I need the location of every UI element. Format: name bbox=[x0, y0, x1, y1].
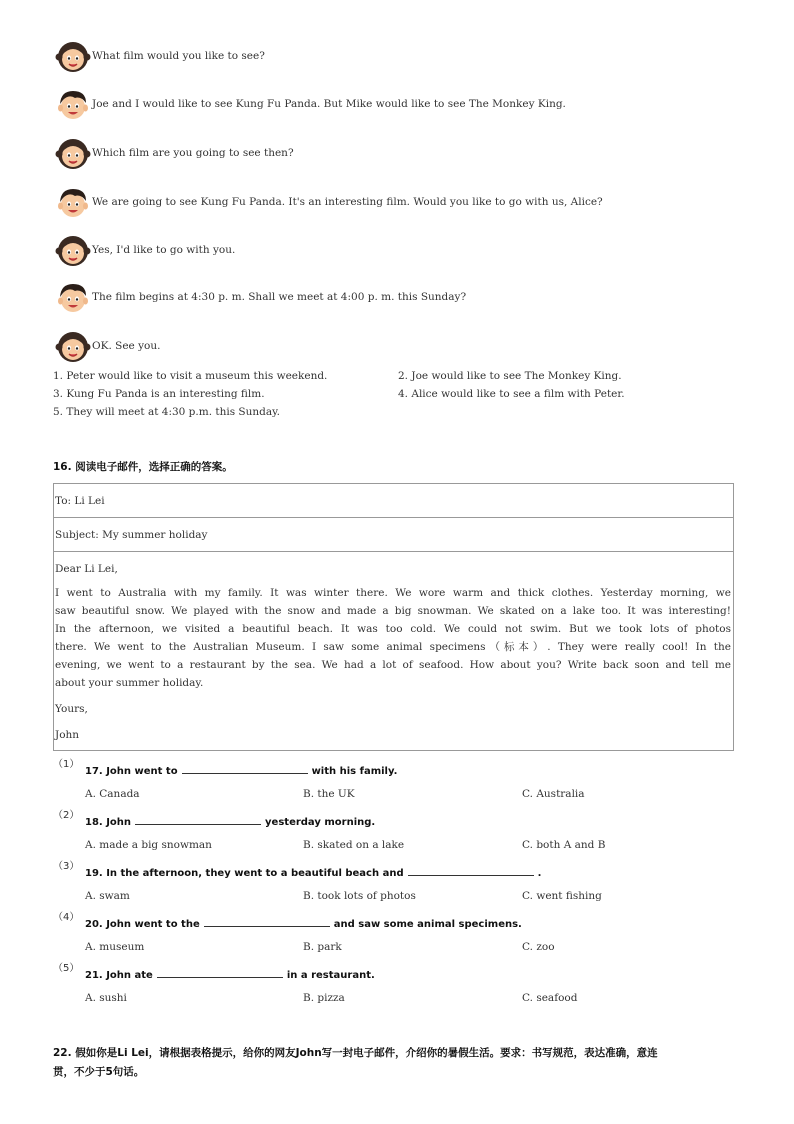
answer-blank[interactable] bbox=[182, 763, 308, 774]
girl-avatar-icon bbox=[55, 232, 91, 268]
email-body-line: I went to Australia with my family. It was winter there. We wore warm and thick clothes. Yesterday morning, we bbox=[55, 587, 731, 599]
question-title: 16. 阅读电子邮件，选择正确的答案。 bbox=[53, 461, 233, 473]
option[interactable]: C. Australia bbox=[522, 788, 585, 800]
option[interactable]: B. the UK bbox=[303, 788, 355, 800]
option[interactable]: C. zoo bbox=[522, 941, 555, 953]
dialog-line bbox=[55, 232, 235, 268]
question-stem: 17. John went to with his family. bbox=[85, 763, 397, 777]
dialog-line bbox=[55, 279, 466, 315]
dialog-line bbox=[55, 135, 294, 171]
email-greeting: Dear Li Lei, bbox=[55, 563, 118, 575]
answer-blank[interactable] bbox=[135, 814, 261, 825]
email-box bbox=[53, 483, 734, 751]
option[interactable]: B. park bbox=[303, 941, 342, 953]
girl-avatar-icon bbox=[55, 135, 91, 171]
boy-avatar-icon bbox=[55, 279, 91, 315]
option[interactable]: A. Canada bbox=[85, 788, 140, 800]
option[interactable]: C. both A and B bbox=[522, 839, 606, 851]
dialog-text: Which film are you going to see then? bbox=[92, 147, 294, 159]
dialog-line bbox=[55, 184, 603, 220]
email-signature: John bbox=[55, 729, 80, 741]
option[interactable]: C. seafood bbox=[522, 992, 578, 1004]
question-stem: 18. John yesterday morning. bbox=[85, 814, 375, 828]
option[interactable]: B. took lots of photos bbox=[303, 890, 416, 902]
writing-task-line: 22. 假如你是Li Lei，请根据表格提示，给你的网友John写一封电子邮件，介绍你的暑假生活。要求：书写规范，表达准确，意连 bbox=[53, 1047, 658, 1059]
dialog-text: OK. See you. bbox=[92, 340, 161, 352]
dialog-text: The film begins at 4:30 p. m. Shall we meet at 4:00 p. m. this Sunday? bbox=[92, 291, 467, 303]
email-body bbox=[55, 560, 731, 744]
dialog-text: Joe and I would like to see Kung Fu Panda. But Mike would like to see The Monkey King. bbox=[92, 98, 566, 110]
option[interactable]: A. sushi bbox=[85, 992, 127, 1004]
email-to: To: Li Lei bbox=[54, 484, 733, 518]
statement: 2. Joe would like to see The Monkey King. bbox=[398, 370, 622, 382]
answer-blank[interactable] bbox=[408, 865, 534, 876]
option[interactable]: C. went fishing bbox=[522, 890, 602, 902]
question-stem: 19. In the afternoon, they went to a beautiful beach and . bbox=[85, 865, 541, 879]
email-body-line: In the afternoon, we visited a beautiful beach. It was too cold. We could not swim. But we took lots of photos bbox=[55, 623, 731, 635]
writing-task bbox=[53, 1044, 743, 1082]
option[interactable]: A. museum bbox=[85, 941, 145, 953]
girl-avatar-icon bbox=[55, 38, 91, 74]
statement: 3. Kung Fu Panda is an interesting film. bbox=[53, 388, 265, 400]
dialog-text: What film would you like to see? bbox=[92, 50, 265, 62]
question-stem: 21. John ate in a restaurant. bbox=[85, 967, 375, 981]
email-body-line: evening, we went to a restaurant by the sea. We had a lot of seafood. How about you? Write back soon and tell me bbox=[55, 659, 731, 671]
sub-question-number: （3） bbox=[53, 861, 80, 872]
email-subject: Subject: My summer holiday bbox=[54, 518, 733, 552]
boy-avatar-icon bbox=[55, 184, 91, 220]
sub-question-number: （5） bbox=[53, 963, 80, 974]
boy-avatar-icon bbox=[55, 86, 91, 122]
option[interactable]: A. swam bbox=[85, 890, 130, 902]
writing-task-line: 贯，不少于5句话。 bbox=[53, 1066, 145, 1078]
sub-question-number: （1） bbox=[53, 759, 80, 770]
answer-blank[interactable] bbox=[157, 967, 283, 978]
option[interactable]: A. made a big snowman bbox=[85, 839, 212, 851]
question-stem: 20. John went to the and saw some animal specimens. bbox=[85, 916, 522, 930]
dialog-line bbox=[55, 328, 160, 364]
email-body-line: saw beautiful snow. We played with the snow and made a big snowman. We skated on a lake too. It was interesting! bbox=[55, 605, 731, 617]
dialog-line bbox=[55, 86, 566, 122]
girl-avatar-icon bbox=[55, 328, 91, 364]
dialog-text: We are going to see Kung Fu Panda. It's an interesting film. Would you like to go with us, Alice? bbox=[92, 196, 603, 208]
option[interactable]: B. pizza bbox=[303, 992, 345, 1004]
email-closing: Yours, bbox=[55, 703, 88, 715]
sub-question-number: （4） bbox=[53, 912, 80, 923]
email-body-line: about your summer holiday. bbox=[55, 677, 204, 689]
dialog-line bbox=[55, 38, 265, 74]
dialog-text: Yes, I'd like to go with you. bbox=[92, 244, 236, 256]
statement: 5. They will meet at 4:30 p.m. this Sunday. bbox=[53, 406, 281, 418]
statement: 4. Alice would like to see a film with Peter. bbox=[398, 388, 625, 400]
option[interactable]: B. skated on a lake bbox=[303, 839, 405, 851]
statement: 1. Peter would like to visit a museum this weekend. bbox=[53, 370, 328, 382]
sub-question-number: （2） bbox=[53, 810, 80, 821]
email-body-line: there. We went to the Australian Museum. I saw some animal specimens（标本）. They were really cool! In the bbox=[55, 641, 731, 653]
answer-blank[interactable] bbox=[204, 916, 330, 927]
